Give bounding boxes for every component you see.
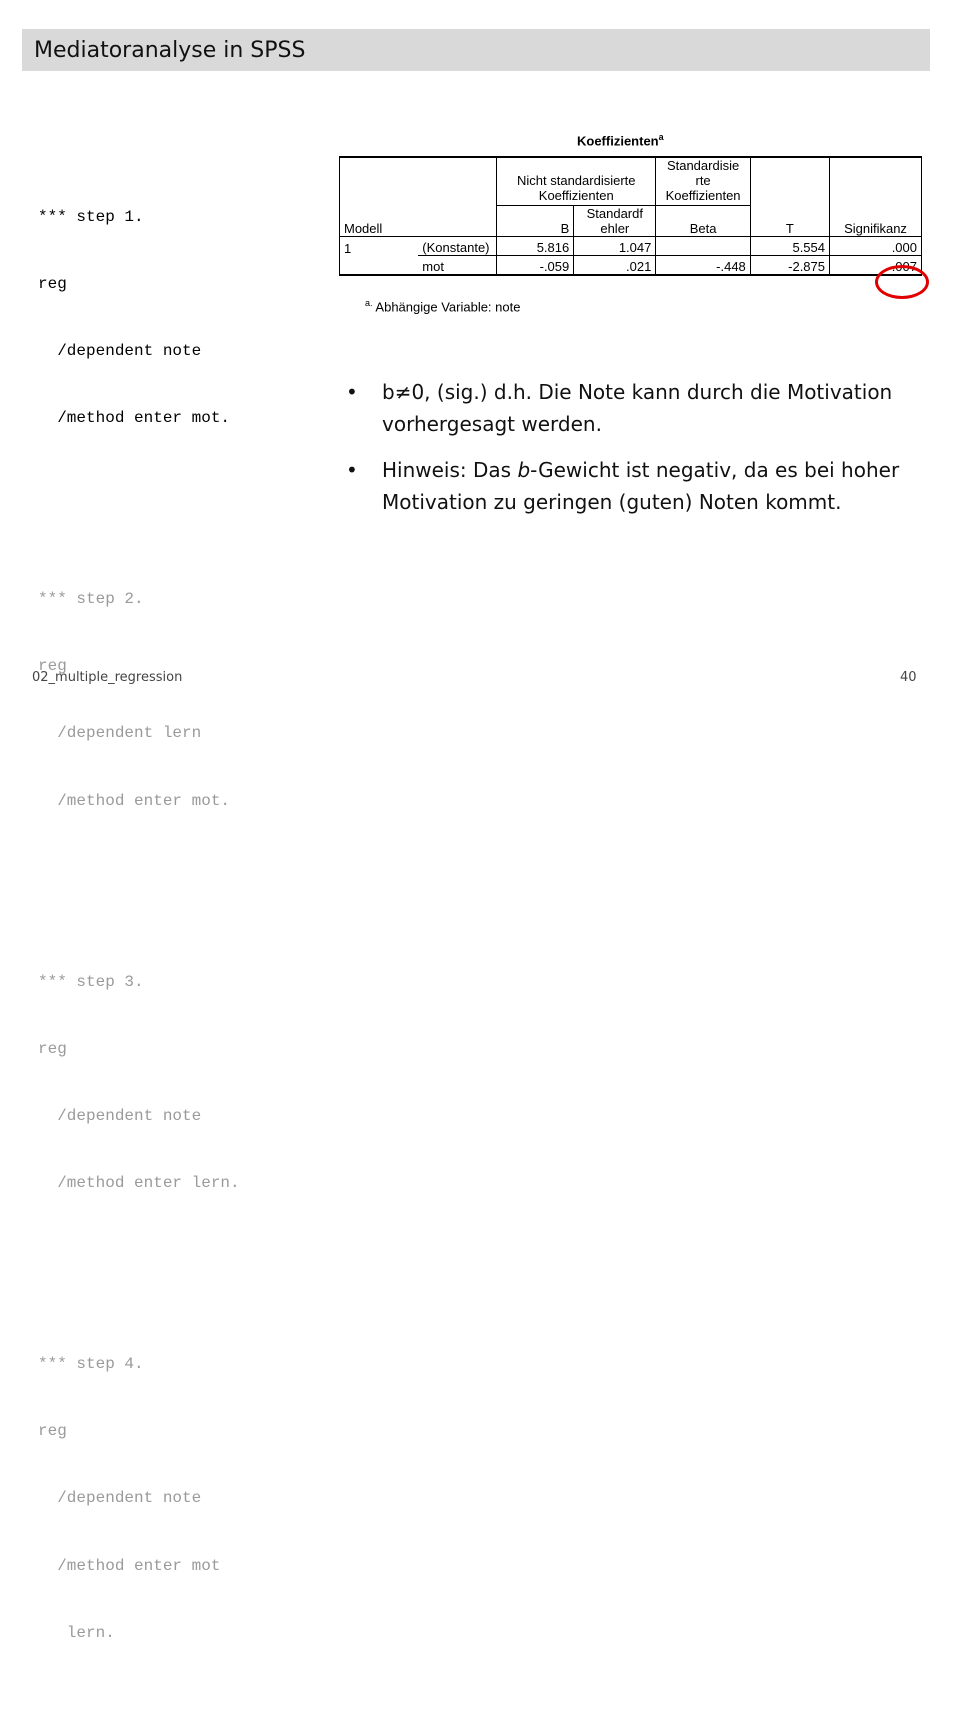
code-line: /dependent lern [38,724,202,743]
cell-se: 1.047 [574,237,656,256]
syntax-step-2 [38,543,328,857]
code-line: lern. [38,1623,115,1642]
syntax-step-1 [38,161,328,475]
bullet-text-suffix: -Gewicht ist negativ, da es bei hoher Motivation zu geringen (guten) Noten kommt. [382,458,900,514]
code-line: /method enter mot. [38,409,231,428]
cell-sig: .007 [830,256,922,276]
cell-term: (Konstante) [418,237,496,256]
header-t: T [750,206,829,237]
cell-t: 5.554 [750,237,829,256]
header-beta: Beta [656,206,750,237]
code-line: reg [38,657,67,676]
header-modell: Modell [340,206,419,237]
table-title-sup: a [658,132,664,142]
table-row [340,256,922,276]
table-row [340,237,922,256]
highlight-circle [875,265,929,299]
code-line: *** step 1. [38,207,144,226]
bullet-text-italic: b [517,458,531,482]
code-line: /method enter lern. [38,1174,240,1193]
cell-b: -.059 [497,256,574,276]
footnote-marker: a. [365,298,373,308]
cell-b: 5.816 [497,237,574,256]
cell-beta [656,237,750,256]
table-title-text: Koeffizienten [577,133,659,149]
code-line: *** step 3. [38,972,144,991]
cell-se: .021 [574,256,656,276]
bullet-item [342,376,902,440]
code-line: /method enter mot [38,1556,221,1575]
syntax-step-3 [38,926,328,1240]
table-footnote [365,298,520,314]
cell-term: mot [418,256,496,276]
title-bar [22,29,930,71]
bullet-text: b≠0, (sig.) d.h. Die Note kann durch die Motivation vorhergesagt werden. [382,380,893,436]
bullet-dot: • [346,380,358,404]
header-se: Standardf ehler [574,206,656,237]
bullet-item [342,454,902,518]
bullet-list [342,376,902,532]
header-std: Standardisie rte Koeffizienten [656,157,750,206]
code-line: reg [38,1039,67,1058]
footer-label: 02_multiple_regression [32,670,183,685]
slide-title: Mediatoranalyse in SPSS [34,38,306,63]
page-number: 40 [900,670,917,685]
header-b: B [497,206,574,237]
bullet-dot: • [346,458,358,482]
code-line: *** step 2. [38,590,144,609]
code-line: /dependent note [38,342,202,361]
code-line: /method enter mot. [38,791,231,810]
coefficients-table [339,156,922,276]
cell-sig: .000 [830,237,922,256]
bullet-text-prefix: Hinweis: Das [382,458,518,482]
code-line: *** step 4. [38,1354,144,1373]
footnote-text: Abhängige Variable: note [375,299,521,315]
cell-model: 1 [340,237,419,256]
syntax-step-4 [38,1308,328,1689]
spss-syntax [38,116,328,1735]
code-line: /dependent note [38,1106,202,1125]
cell-beta: -.448 [656,256,750,276]
code-line: reg [38,1422,67,1441]
header-sig: Signifikanz [830,206,922,237]
cell-t: -2.875 [750,256,829,276]
header-unstd: Nicht standardisierte Koeffizienten [497,157,656,206]
table-title [577,132,717,148]
code-line: reg [38,274,67,293]
code-line: /dependent note [38,1489,202,1508]
cell-model [340,256,419,276]
